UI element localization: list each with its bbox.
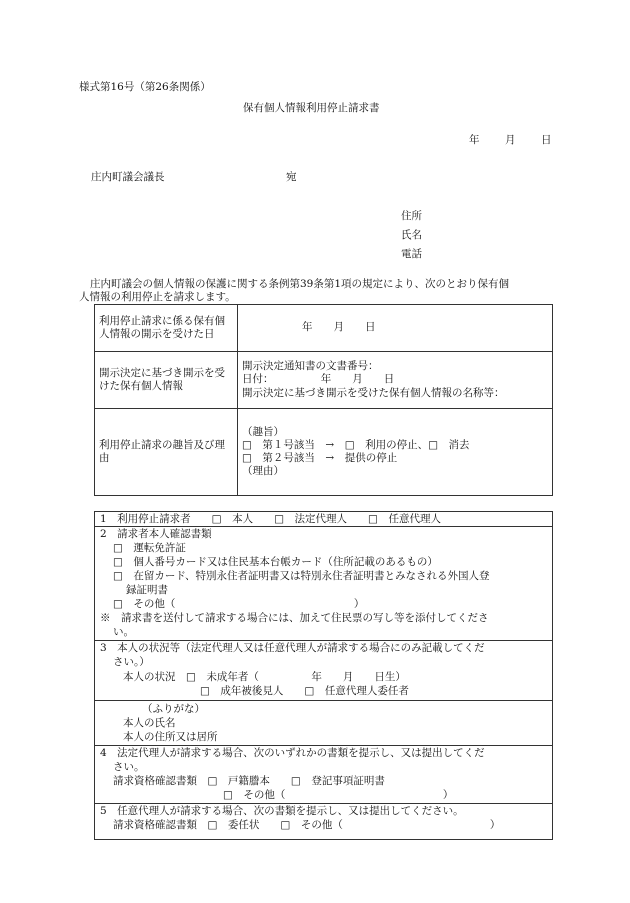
intro-text-2: 人情報の利用停止を請求します。 — [79, 291, 236, 303]
section-5-heading: 5 任意代理人が請求する場合、次の書類を提示し、又は提出してください。 — [100, 805, 464, 817]
principal-address-label: 本人の住所又は居所 — [123, 731, 218, 743]
reason-label: （理由） — [242, 465, 284, 478]
info-name-label: 開示決定に基づき開示を受けた保有個人情報の名称等： — [242, 386, 505, 399]
purpose-label: （趣旨） — [242, 425, 284, 438]
status-minor[interactable]: 本人の状況 □ 未成年者（ 年 月 日生） — [123, 671, 406, 683]
disclosure-date-field[interactable]: 年 月 日 — [238, 305, 553, 352]
addressee: 庄内町議会議長 — [91, 171, 165, 183]
status-guardian[interactable]: □ 成年被後見人 □ 任意代理人委任者 — [200, 685, 409, 697]
page-title: 保有個人情報利用停止請求書 — [243, 102, 380, 114]
requester-phone: 電話 — [401, 248, 422, 260]
id-doc-residence-cont: 録証明書 — [126, 584, 168, 596]
legal-rep-other[interactable]: □ その他（ ） — [223, 789, 454, 801]
label-purpose-reason: 利用停止請求の趣旨及び理由 — [95, 409, 238, 496]
section-3-heading: 3 本人の状況等（法定代理人又は任意代理人が請求する場合にのみ記載してくだ — [100, 642, 485, 654]
date-month: 月 — [505, 134, 516, 146]
id-doc-license[interactable]: □ 運転免許証 — [113, 542, 186, 554]
purpose-reason-field[interactable] — [238, 409, 553, 496]
form-number: 様式第16号（第26条関係） — [79, 81, 211, 93]
section-2-heading: 2 請求者本人確認書類 — [100, 528, 212, 540]
id-doc-mynumber[interactable]: □ 個人番号カード又は住民基本台帳カード（住所記載のあるもの） — [113, 556, 438, 568]
requester-name: 氏名 — [401, 229, 422, 241]
requester-address: 住所 — [401, 210, 422, 222]
request-table — [94, 304, 553, 496]
date-day: 日 — [541, 134, 552, 146]
section-4-heading: 4 法定代理人が請求する場合、次のいずれかの書類を提示し、又は提出してくだ — [100, 747, 485, 759]
principal-name-label: 本人の氏名 — [123, 717, 176, 729]
doc-date-label: 日付： 年 月 日 — [242, 373, 395, 386]
option-clause-2[interactable]: □ 第２号該当 → 提供の停止 — [242, 452, 398, 464]
date-year: 年 — [469, 134, 480, 146]
id-doc-other[interactable]: □ その他（ ） — [113, 598, 365, 610]
section-3-heading-cont: さい。） — [113, 656, 150, 668]
intro-text: 庄内町議会の個人情報の保護に関する条例第39条第1項の規定により、次のとおり保有個 — [90, 278, 510, 290]
label-disclosed-info: 開示決定に基づき開示を受けた保有個人情報 — [95, 352, 238, 409]
note-mail-cont: い。 — [113, 626, 134, 638]
furigana-label: （ふりがな） — [142, 703, 205, 715]
addressee-suffix: 宛 — [286, 171, 297, 183]
id-doc-residence[interactable]: □ 在留カード、特別永住者証明書又は特別永住者証明書とみなされる外国人登 — [113, 570, 490, 582]
section-1-requester-type[interactable]: 1 利用停止請求者 □ 本人 □ 法定代理人 □ 任意代理人 — [100, 513, 441, 525]
agent-docs[interactable]: 請求資格確認書類 □ 委任状 □ その他（ ） — [113, 819, 501, 831]
note-mail: ※ 請求書を送付して請求する場合には、加えて住民票の写し等を添付してくださ — [100, 612, 489, 624]
label-disclosure-date: 利用停止請求に係る保有個人情報の開示を受けた日 — [95, 305, 238, 352]
section-4-heading-cont: さい。 — [113, 761, 145, 773]
disclosed-info-field[interactable] — [238, 352, 553, 409]
requester-details-box — [94, 511, 553, 840]
option-clause-1[interactable]: □ 第１号該当 → □ 利用の停止、□ 消去 — [242, 438, 470, 451]
legal-rep-docs[interactable]: 請求資格確認書類 □ 戸籍謄本 □ 登記事項証明書 — [113, 775, 385, 787]
doc-number-label: 開示決定通知書の文書番号： — [242, 360, 379, 373]
